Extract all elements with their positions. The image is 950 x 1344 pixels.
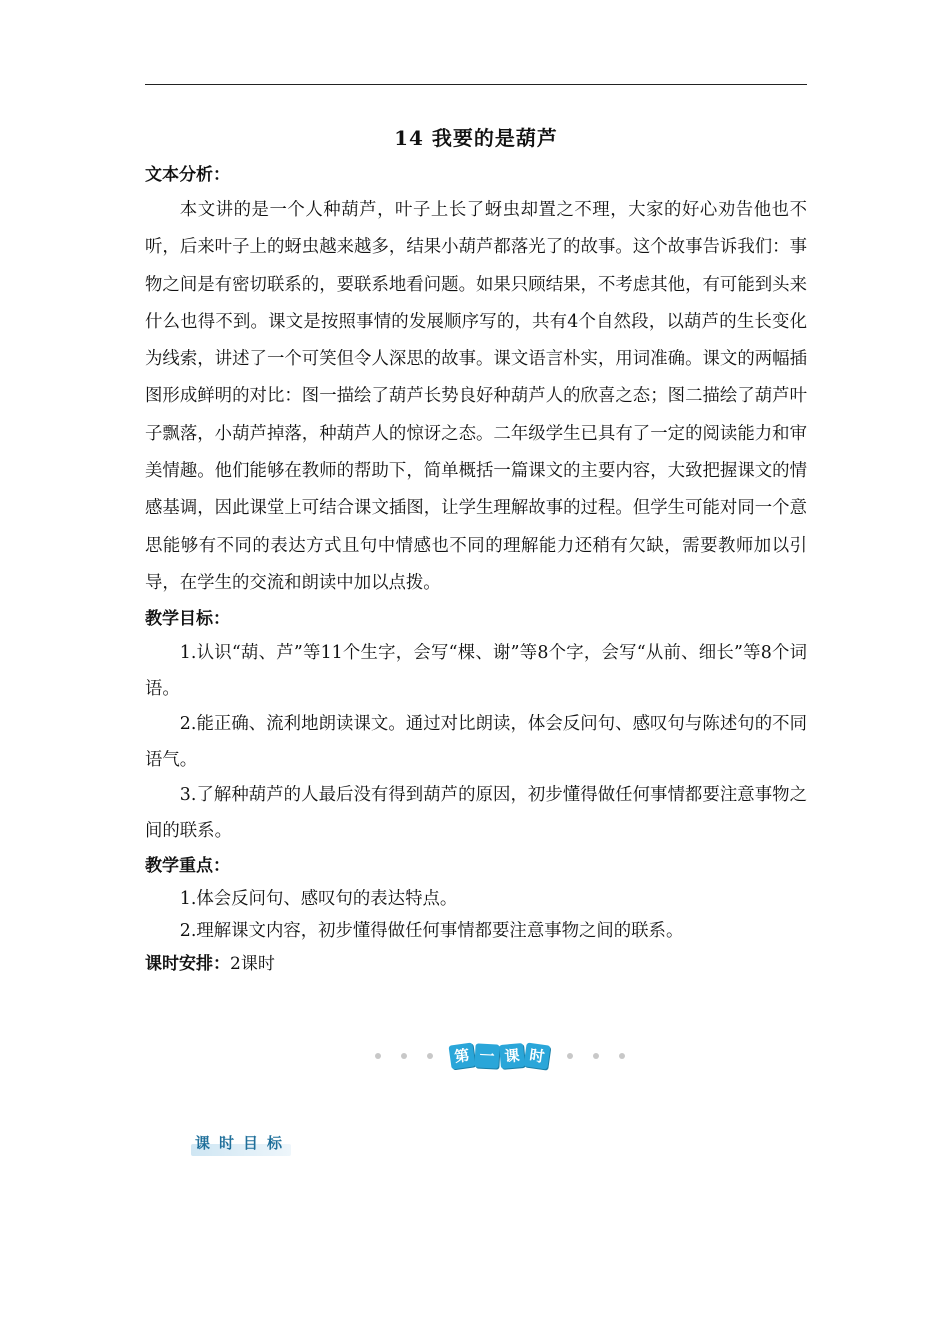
divider-dot xyxy=(593,1053,599,1059)
session-badge-char: 时 xyxy=(523,1042,550,1069)
teaching-goal-item: 3.了解种葫芦的人最后没有得到葫芦的原因，初步懂得做任何事情都要注意事物之间的联系。 xyxy=(145,785,807,841)
teaching-goals-heading: 教学目标： xyxy=(145,609,230,630)
document-body xyxy=(145,158,807,981)
session-badge-char: 一 xyxy=(474,1043,499,1068)
teaching-focus-heading: 教学重点： xyxy=(145,856,230,877)
text-analysis-heading: 文本分析： xyxy=(145,165,230,185)
session-badge-char: 课 xyxy=(499,1043,525,1069)
lesson-objective-label xyxy=(191,1130,291,1156)
schedule-line xyxy=(145,947,807,981)
divider-dot xyxy=(427,1053,433,1059)
teaching-goal-item: 2.能正确、流利地朗读课文。通过对比朗读，体会反问句、感叹句与陈述句的不同语气。 xyxy=(145,714,807,770)
teaching-goal-item: 1.认识“葫、芦”等11个生字，会写“棵、谢”等8个字，会写“从前、细长”等8个词语。 xyxy=(145,643,807,699)
session-divider xyxy=(0,1040,950,1070)
divider-dot xyxy=(375,1053,381,1059)
header-rule xyxy=(145,84,807,85)
text-analysis-paragraph: 本文讲的是一个人种葫芦，叶子上长了蚜虫却置之不理，大家的好心劝告他也不听，后来叶子上的蚜虫越来越多，结果小葫芦都落光了的故事。这个故事告诉我们：事物之间是有密切联系的，要联系地看问题。如果只顾结果，不考虑其他，有可能到头来什么也得不到。课文是按照事情的发展顺序写的，共有4个自然段，以葫芦的生长变化为线索，讲述了一个可笑但令人深思的故事。课文语言朴实，用词准确。课文的两幅插图形成鲜明的对比：图一描绘了葫芦长势良好种葫芦人的欣喜之态；图二描绘了葫芦叶子飘落，小葫芦掉落，种葫芦人的惊讶之态。二年级学生已具有了一定的阅读能力和审美情趣。他们能够在教师的帮助下，简单概括一篇课文的主要内容，大致把握课文的情感基调，因此课堂上可结合课文插图，让学生理解故事的过程。但学生可能对同一个意思能够有不同的表达方式且句中情感也不同的理解能力还稍有欠缺，需要教师加以引导，在学生的交流和朗读中加以点拨。 xyxy=(145,200,807,593)
schedule-label: 课时安排： xyxy=(145,954,230,975)
divider-dot xyxy=(567,1053,573,1059)
session-badge-char: 第 xyxy=(448,1042,475,1069)
objective-text: 课时目标 xyxy=(195,1134,292,1152)
schedule-value: 2课时 xyxy=(230,954,275,975)
lesson-title: 14 我要的是葫芦 xyxy=(394,126,558,150)
divider-dot xyxy=(401,1053,407,1059)
teaching-focus-item: 1.体会反问句、感叹句的表达特点。 xyxy=(179,889,458,910)
divider-dot xyxy=(619,1053,625,1059)
teaching-focus-item: 2.理解课文内容，初步懂得做任何事情都要注意事物之间的联系。 xyxy=(179,921,684,942)
